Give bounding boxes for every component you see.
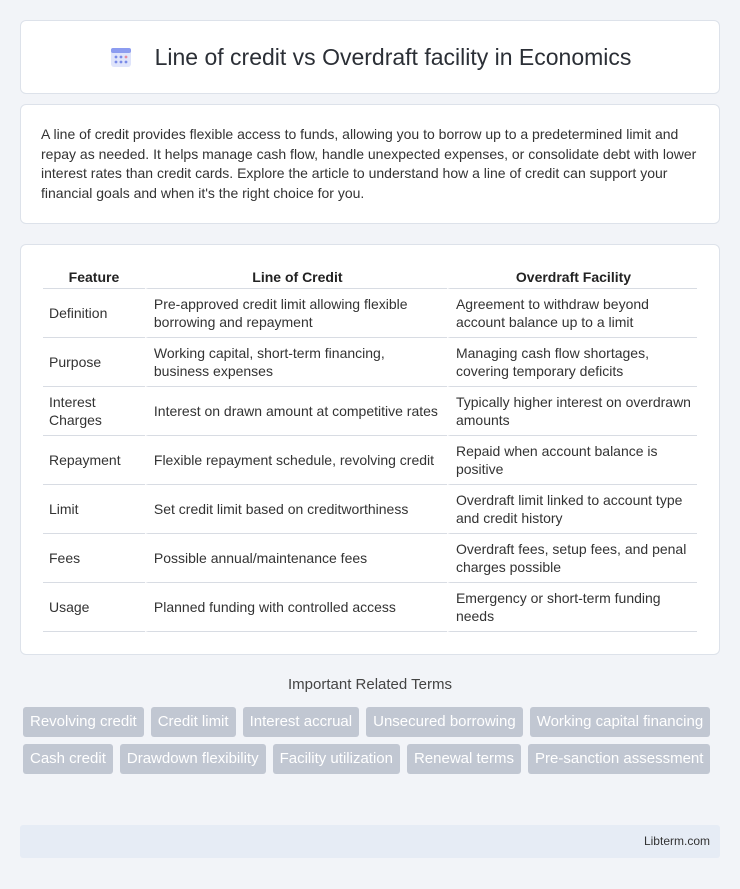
related-terms-title: Important Related Terms: [288, 676, 452, 693]
footer-site-link[interactable]: Libterm.com: [643, 834, 710, 848]
line-of-credit-cell: Working capital, short-term financing, business expenses: [145, 338, 447, 387]
feature-cell: Interest Charges: [43, 387, 145, 436]
related-terms-list: [23, 707, 723, 781]
comparison-table-card: [20, 244, 720, 655]
feature-cell: Limit: [43, 485, 145, 534]
overdraft-cell: Emergency or short-term funding needs: [447, 583, 697, 632]
line-of-credit-cell: Pre-approved credit limit allowing flexible borrowing and repayment: [145, 289, 447, 338]
related-term-tag[interactable]: Drawdown flexibility: [120, 744, 266, 774]
table-row: [43, 289, 697, 338]
feature-cell: Repayment: [43, 436, 145, 485]
related-term-tag[interactable]: Revolving credit: [23, 707, 144, 737]
header-card: [20, 20, 720, 94]
table-row: [43, 534, 697, 583]
overdraft-cell: Agreement to withdraw beyond account balance up to a limit: [447, 289, 697, 338]
line-of-credit-cell: Set credit limit based on creditworthiness: [145, 485, 447, 534]
table-row: [43, 485, 697, 534]
overdraft-cell: Managing cash flow shortages, covering temporary deficits: [447, 338, 697, 387]
comparison-table: [43, 265, 697, 632]
overdraft-cell: Repaid when account balance is positive: [447, 436, 697, 485]
feature-cell: Fees: [43, 534, 145, 583]
page-title: Line of credit vs Overdraft facility in Economics: [154, 43, 632, 70]
table-header-row: [43, 265, 697, 289]
overdraft-cell: Overdraft limit linked to account type and credit history: [447, 485, 697, 534]
related-term-tag[interactable]: Renewal terms: [407, 744, 521, 774]
feature-cell: Purpose: [43, 338, 145, 387]
feature-cell: Definition: [43, 289, 145, 338]
line-of-credit-cell: Flexible repayment schedule, revolving credit: [145, 436, 447, 485]
related-term-tag[interactable]: Unsecured borrowing: [366, 707, 523, 737]
header-line-of-credit: Line of Credit: [145, 265, 447, 289]
related-term-tag[interactable]: Pre-sanction assessment: [528, 744, 710, 774]
overdraft-cell: Overdraft fees, setup fees, and penal charges possible: [447, 534, 697, 583]
table-row: [43, 338, 697, 387]
table-row: [43, 583, 697, 632]
header-feature: Feature: [43, 265, 145, 289]
line-of-credit-cell: Interest on drawn amount at competitive rates: [145, 387, 447, 436]
related-term-tag[interactable]: Working capital financing: [530, 707, 710, 737]
calendar-grid-icon: [109, 45, 133, 69]
overdraft-cell: Typically higher interest on overdrawn amounts: [447, 387, 697, 436]
intro-text: A line of credit provides flexible access to funds, allowing you to borrow up to a predetermined limit and repay as needed. It helps manage cash flow, handle unexpected expenses, or consolidate debt with lower interest rates than credit cards. Explore the article to understand how a line of credit can support your financial goals and when it's the right choice for you.: [41, 126, 697, 201]
related-term-tag[interactable]: Credit limit: [151, 707, 236, 737]
related-term-tag[interactable]: Cash credit: [23, 744, 113, 774]
table-row: [43, 387, 697, 436]
related-term-tag[interactable]: Interest accrual: [243, 707, 360, 737]
header-overdraft-facility: Overdraft Facility: [447, 265, 697, 289]
feature-cell: Usage: [43, 583, 145, 632]
table-row: [43, 436, 697, 485]
line-of-credit-cell: Possible annual/maintenance fees: [145, 534, 447, 583]
intro-card: [20, 104, 720, 224]
line-of-credit-cell: Planned funding with controlled access: [145, 583, 447, 632]
footer: [20, 825, 720, 858]
related-term-tag[interactable]: Facility utilization: [273, 744, 400, 774]
